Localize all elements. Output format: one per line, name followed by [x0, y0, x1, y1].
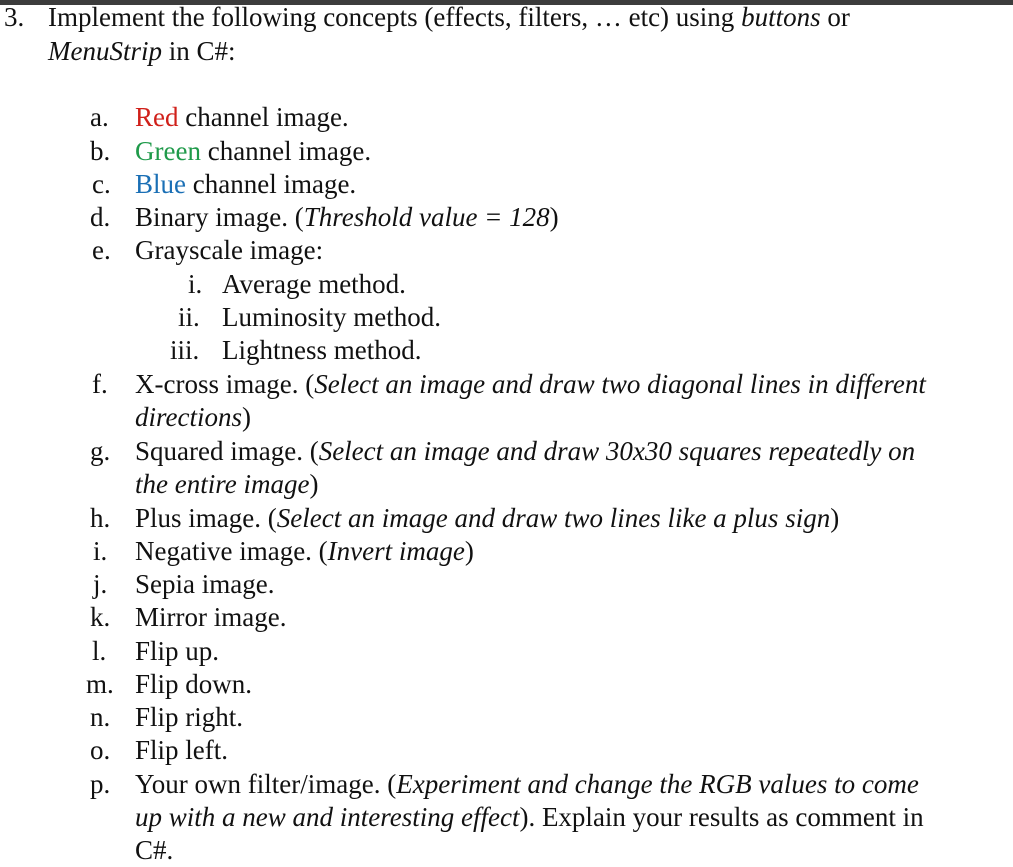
item-marker: h.	[90, 503, 111, 533]
item-marker: d.	[90, 202, 111, 232]
sub-item-text: Luminosity method.	[222, 302, 441, 332]
item-marker: l.	[92, 636, 107, 666]
item-text: Blue channel image.	[135, 169, 357, 199]
sub-item-text: Lightness method.	[222, 335, 422, 365]
item-marker: p.	[90, 769, 111, 799]
sub-item-marker: i.	[188, 269, 203, 299]
item-marker: n.	[90, 702, 111, 732]
item-text: up with a new and interesting effect). Explain your results as comment in	[135, 802, 924, 832]
item-marker: o.	[90, 735, 111, 765]
item-text: Mirror image.	[135, 602, 287, 632]
item-text: Squared image. (Select an image and draw 30x30 squares repeatedly on	[135, 436, 916, 466]
item-text: Red channel image.	[135, 102, 349, 132]
item-text: Flip left.	[135, 735, 228, 765]
item-text: Grayscale image:	[135, 235, 324, 265]
item-text: Binary image. (Threshold value = 128)	[135, 202, 559, 232]
item-marker: i.	[93, 536, 108, 566]
item-marker: m.	[86, 669, 114, 699]
question-number: 3.	[4, 2, 25, 32]
item-text: Flip up.	[135, 636, 220, 666]
sub-item-text: Average method.	[222, 269, 406, 299]
item-text: Green channel image.	[135, 136, 372, 166]
green-word: Green	[135, 136, 201, 166]
item-marker: k.	[90, 602, 111, 632]
question-text-2: MenuStrip in C#:	[48, 36, 236, 66]
item-text: Your own filter/image. (Experiment and change the RGB values to come	[135, 769, 919, 799]
item-marker: c.	[92, 169, 111, 199]
item-marker: j.	[93, 569, 108, 599]
blue-word: Blue	[135, 169, 186, 199]
item-text: Negative image. (Invert image)	[135, 536, 474, 566]
item-marker: b.	[90, 136, 111, 166]
red-word: Red	[135, 102, 179, 132]
item-text: X-cross image. (Select an image and draw two diagonal lines in different	[135, 369, 926, 399]
item-text: C#.	[135, 835, 174, 865]
item-text: Flip right.	[135, 702, 244, 732]
item-text: Sepia image.	[135, 569, 275, 599]
item-marker: a.	[90, 102, 109, 132]
item-marker: e.	[92, 235, 111, 265]
item-text: directions)	[135, 402, 251, 432]
item-text: Flip down.	[135, 669, 253, 699]
question-text-1: Implement the following concepts (effects, filters, … etc) using buttons or	[48, 2, 850, 32]
sub-item-marker: ii.	[178, 302, 200, 332]
sub-item-marker: iii.	[170, 335, 200, 365]
item-text: Plus image. (Select an image and draw two lines like a plus sign)	[135, 503, 840, 533]
item-marker: f.	[92, 369, 108, 399]
item-text: the entire image)	[135, 469, 319, 499]
item-marker: g.	[90, 436, 111, 466]
